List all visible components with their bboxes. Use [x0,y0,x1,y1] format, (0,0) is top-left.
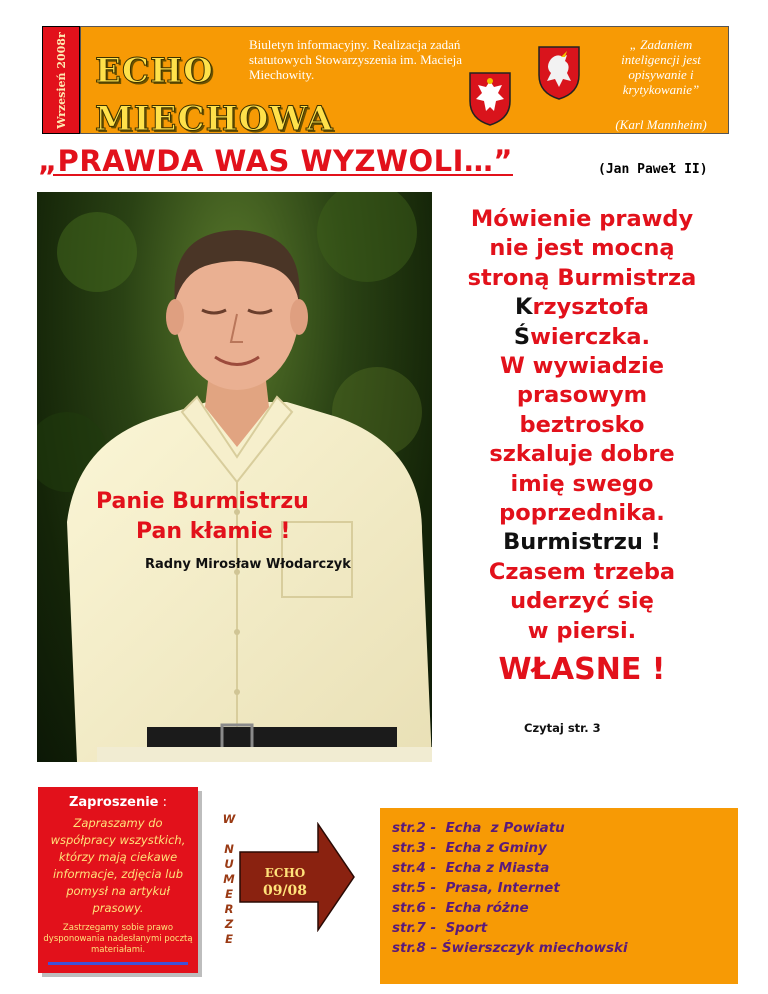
photo-caption [96,487,396,547]
issue-badge-number: 09/08 [262,883,308,899]
issue-date-banner [42,26,80,134]
article-line: szkaluje dobre [489,441,675,468]
article-line: nie jest mocną [489,235,675,262]
invitation-title-text: Zaproszenie [68,795,159,810]
contents-item[interactable]: str.4 - Echa z Miasta [392,860,550,876]
eagle-crest-icon [468,71,512,127]
initial-letter: K [515,294,533,321]
letter: E [225,887,233,901]
in-this-issue-label [222,812,236,947]
contents-item[interactable]: str.8 – Świerszczyk miechowski [392,940,628,956]
article-emphasis: WŁASNE ! [498,652,666,688]
contents-item[interactable]: str.2 - Echa z Powiatu [392,820,565,836]
invitation-box [38,787,198,973]
letter: M [223,872,235,886]
table-of-contents [380,808,738,984]
masthead-quote: „ Zadaniem inteligencji jest opisywanie i krytykowanie” [621,37,701,97]
divider [48,962,188,965]
article-line: Mówienie prawdy [470,206,694,232]
article-line: w piersi. [527,617,637,644]
article-line: Czasem trzeba [488,558,676,585]
issue-badge [250,864,320,900]
headline-attribution: (Jan Paweł II) [598,162,708,177]
article-line: stroną Burmistrza [467,264,697,291]
invitation-title [38,795,198,810]
read-more-link: Czytaj str. 3 [524,721,601,735]
letter: N [224,842,234,856]
letter: R [224,902,234,916]
article-line: imię swego [510,470,654,497]
issue-badge-name: ECHO [264,866,306,880]
lead-article [432,205,732,692]
invitation-body: Zapraszamy do współpracy wszystkich, którzy mają ciekawe informacje, zdjęcia lub pomysł na artykuł prasowy. [50,816,186,915]
article-line-rest: wierczka. [530,323,651,350]
mayor-photo [37,192,432,762]
letter: W [222,812,236,826]
letter: Z [224,917,234,931]
issue-date: Wrzesień 2008r [54,31,68,129]
title-echo: ECHO [95,51,214,91]
masthead [80,26,729,139]
initial-letter: Ś [513,323,531,350]
caption-line-2: Pan kłamie ! [136,519,291,544]
article-line [432,293,732,322]
article-line: beztrosko [519,411,645,438]
letter: E [225,932,233,946]
contents-item[interactable]: str.5 - Prasa, Internet [392,880,560,896]
article-line: poprzednika. [499,500,665,527]
invitation-title-colon: : [158,795,167,810]
contents-item[interactable]: str.7 - Sport [392,920,488,936]
article-line: Burmistrzu ! [503,529,661,556]
article-line-rest: rzysztofa [532,294,649,321]
quote-author: (Karl Mannheim) [615,117,707,132]
article-line: uderzyć się [510,588,654,615]
contents-item[interactable]: str.3 - Echa z Gminy [392,840,547,856]
letter: U [224,857,234,871]
mayor-portrait-image [37,192,432,762]
invitation-note: Zastrzegamy sobie prawo dysponowania nadesłanymi pocztą materiałami. [43,923,193,955]
article-line [432,323,732,352]
spacer [222,827,236,842]
article-line: W wywiadzie [500,353,664,380]
article-line: prasowym [516,382,648,409]
griffin-crest-icon [537,45,581,101]
headline: „PRAWDA WAS WYZWOLI…” [38,144,513,178]
title-miechowa: MIECHOWA [95,99,334,139]
caption-author: Radny Mirosław Włodarczyk [145,557,351,572]
caption-line-1: Panie Burmistrzu [96,489,309,514]
contents-item[interactable]: str.6 - Echa różne [392,900,529,916]
bulletin-info: Biuletyn informacyjny. Realizacja zadań statutowych Stowarzyszenia im. Macieja Miechowity. [249,37,462,82]
